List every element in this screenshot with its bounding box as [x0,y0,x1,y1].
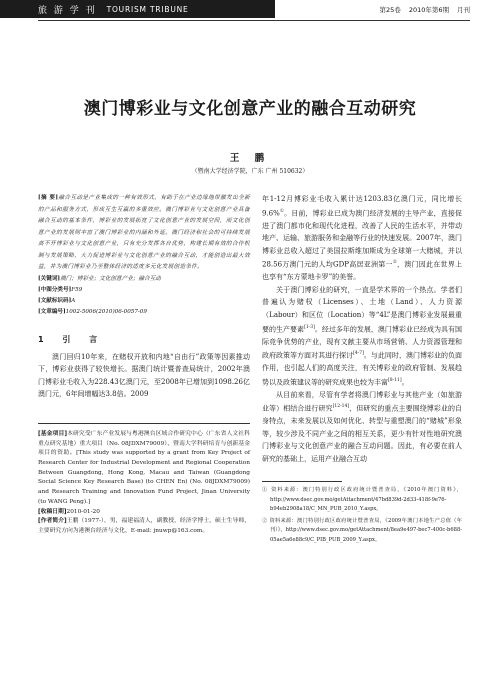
journal-name-block [0,0,275,18]
citation-ref[interactable]: [4-7] [353,351,364,357]
fund-divider [38,423,250,424]
abstract [38,193,250,274]
article-title: 澳门博彩业与文化创意产业的融合互动研究 [83,99,417,119]
keywords-text: 澳门；博彩业；文化创意产业；融合互动 [60,275,161,282]
intro-paragraph: 澳门回归10年来，在赌权开放和内地“自由行”政策等因素推动下，博彩业获得了较快增长。据澳门统计暨普查局统计，2002年澳门博彩业毛收入为228.43亿澳门元，至2008年已增加到1098.26亿澳门元，6年间增幅达3.8倍。2009 [38,352,250,399]
header-divider [38,20,470,21]
article-author: 王 鹏 [229,153,271,164]
journal-header [0,0,500,18]
volume-label: 第25卷 [379,5,401,14]
abstract-text: 融合互动是产业集成的一种有效形式，有助于在产业边缘地带激发出全新的产品和服务方式，形成互生互赢的多重效应。澳门博彩业与文化创意产业具备融合互动的基本条件，博彩业的发展拓宽了文化创意产业的发展空间，而文化创意产业的发展则丰富了澳门博彩业的内涵和外延。澳门经济和社会的可持续发展离不开博彩业与文化创意产业，只有充分发挥各自优势，构建长期有效的合作机制与发展策略，大力促进博彩业与文化创意产业的融合互动，才能创造出最大效益，并为澳门博彩业乃至整体经济的适度多元化发展创造条件。 [38,195,250,270]
footnote-divider [262,481,342,482]
fund-info [38,430,250,508]
body-text: 。 [401,377,409,386]
footnote-1: ① 资料来源：澳门特别行政区政府统计暨普查局，《2010年澳门资料》，http://www.dsec.gov.mo/getAttachment/47bd839d-2d33-418f-9e76-b94eb2908a18/C_MN_PUB_2010_Y.aspx。 [262,487,462,513]
clc-number [38,285,250,296]
body-text: 年1-12月博彩业毛收入累计达1203.83亿澳门元，同比增长9.6% [262,195,462,217]
author-affiliation: （暨南大学经济学院，广东 广州 510632） [191,168,309,175]
clc-label: [中图分类号] [38,286,72,293]
article-id-label: [文章编号] [38,308,66,315]
left-column [38,193,250,537]
author-bio-label: [作者简介] [38,518,67,525]
received-date [38,508,250,518]
keywords [38,274,250,285]
fund-text: 本研究受广东产业发展与粤港澳台区域合作研究中心（广东省人文社科重点研究基地）重大项目（No. 08JDXM79009）、暨南大学科研培育与创新基金项目的资助。[This study was supported by a grant from Key Project of Research Center for Industrial Development and Regional Cooperation Between Guangdong, Hong Kong, Macau and Taiwan (Guangdong Social Science Key Research Base) (to CHEN En) (No. 08JDXM79009) and Research Training and Innovation Fund Project, Jinan University (to WANG Peng).] [38,430,250,505]
body-paragraph-2 [262,284,462,389]
journal-name-cn: 旅 游 学 刊 [38,5,97,16]
issue-info [275,0,500,18]
footnote-ref[interactable]: ① [279,208,285,214]
citation-ref[interactable]: [8-11] [388,377,402,383]
doc-code-label: [文献标识码] [38,297,72,304]
article-metadata [38,274,250,318]
section-heading-intro: 1 引 言 [38,334,106,344]
body-paragraph-3 [262,389,462,466]
article-id-text: 1002-5006(2010)06-0057-09 [65,308,147,315]
body-text: 从目前来看，尽管有学者将澳门博彩业与其他产业（如旅游业等）相结合进行研究 [262,390,462,413]
body-text: 。目前，博彩业已成为澳门经济发展的主导产业，直接促进了澳门都市化和现代化进程，改善了人民的生活水平，并带动地产、运输、旅游服务和金融等行业的快速发展。2007年，澳门博彩业总收入超过了美国拉斯维加斯成为全球第一大赌城，并以28.56万澳门元的人均GDP高居亚洲第一 [262,208,462,269]
received-label: [收稿日期] [38,508,67,515]
keywords-label: [关键词] [38,275,61,282]
doc-code-text: A [71,297,76,304]
body-text: 。与此同时，澳门博彩业的负面作用，也引起人们的高度关注，有关博彩业的政府管制、发展趋势以及政策建议等的研究成果也较为丰富 [262,351,463,386]
body-text: ，但研究的重点主要围绕博彩业的自身特点，未来发展以及如何优化、转型与重塑澳门的“赌城”形象等，较少涉及不同产业之间的相互关系，更少有针对性地研究澳门博彩业与文化创意产业的融合互动问题。因此，有必要在前人研究的基础上，运用产业融合互动 [262,404,463,463]
fund-label: [基金项目] [38,430,68,437]
received-text: 2010-01-20 [66,508,100,515]
right-column [262,193,462,547]
body-text: 关于澳门博彩业的研究，一直是学术界的一个热点。学者们普遍认为赌权（Licenses）、土地（Land）、人力资源（Labour）和区位（Location）等“4L”是澳门博彩业发展最重要的生产要素 [262,285,462,333]
article-id [38,307,250,318]
body-text: 。经过多年的发展，澳门博彩业已经成为具有国际竞争优势的产业，现有文献主要从市场营销、人力资源管理和政府政策等方面对其进行探讨 [262,324,463,360]
frequency-label: 月刊 [457,5,470,14]
abstract-label: [摘 要] [38,195,59,201]
author-bio [38,517,250,536]
issue-label: 2010年第6期 [408,5,449,14]
journal-name-en: TOURISM TRIBUNE [106,4,189,14]
clc-text: F59 [71,286,83,293]
body-paragraph-1 [262,193,462,284]
citation-ref[interactable]: [12-14] [332,404,350,410]
document-code [38,296,250,307]
citation-ref[interactable]: [1-3] [304,324,315,330]
footnote-2: ② 资料来源：澳门特别行政区政府统计暨普查局，《2009年澳门本地生产总值（年刊）》，http://www.dsec.gov.mo/getAttachment/8ea9e497-bec7-400c-b688-05ae5a6e88c9/C_PIB_PUB_2009_Y.aspx。 [262,517,462,543]
author-bio-text: 王鹏（1977-），男，福建福清人，副教授，经济学博士，硕士生导师，主要研究方向为港澳台经济与文化，E-mail: jnuwp@163.com。 [38,518,250,534]
footnote-ref[interactable]: ② [392,260,397,266]
body-text: ，澳门因此在世界上也享有“东方蒙地卡罗”的美誉。 [262,260,462,282]
